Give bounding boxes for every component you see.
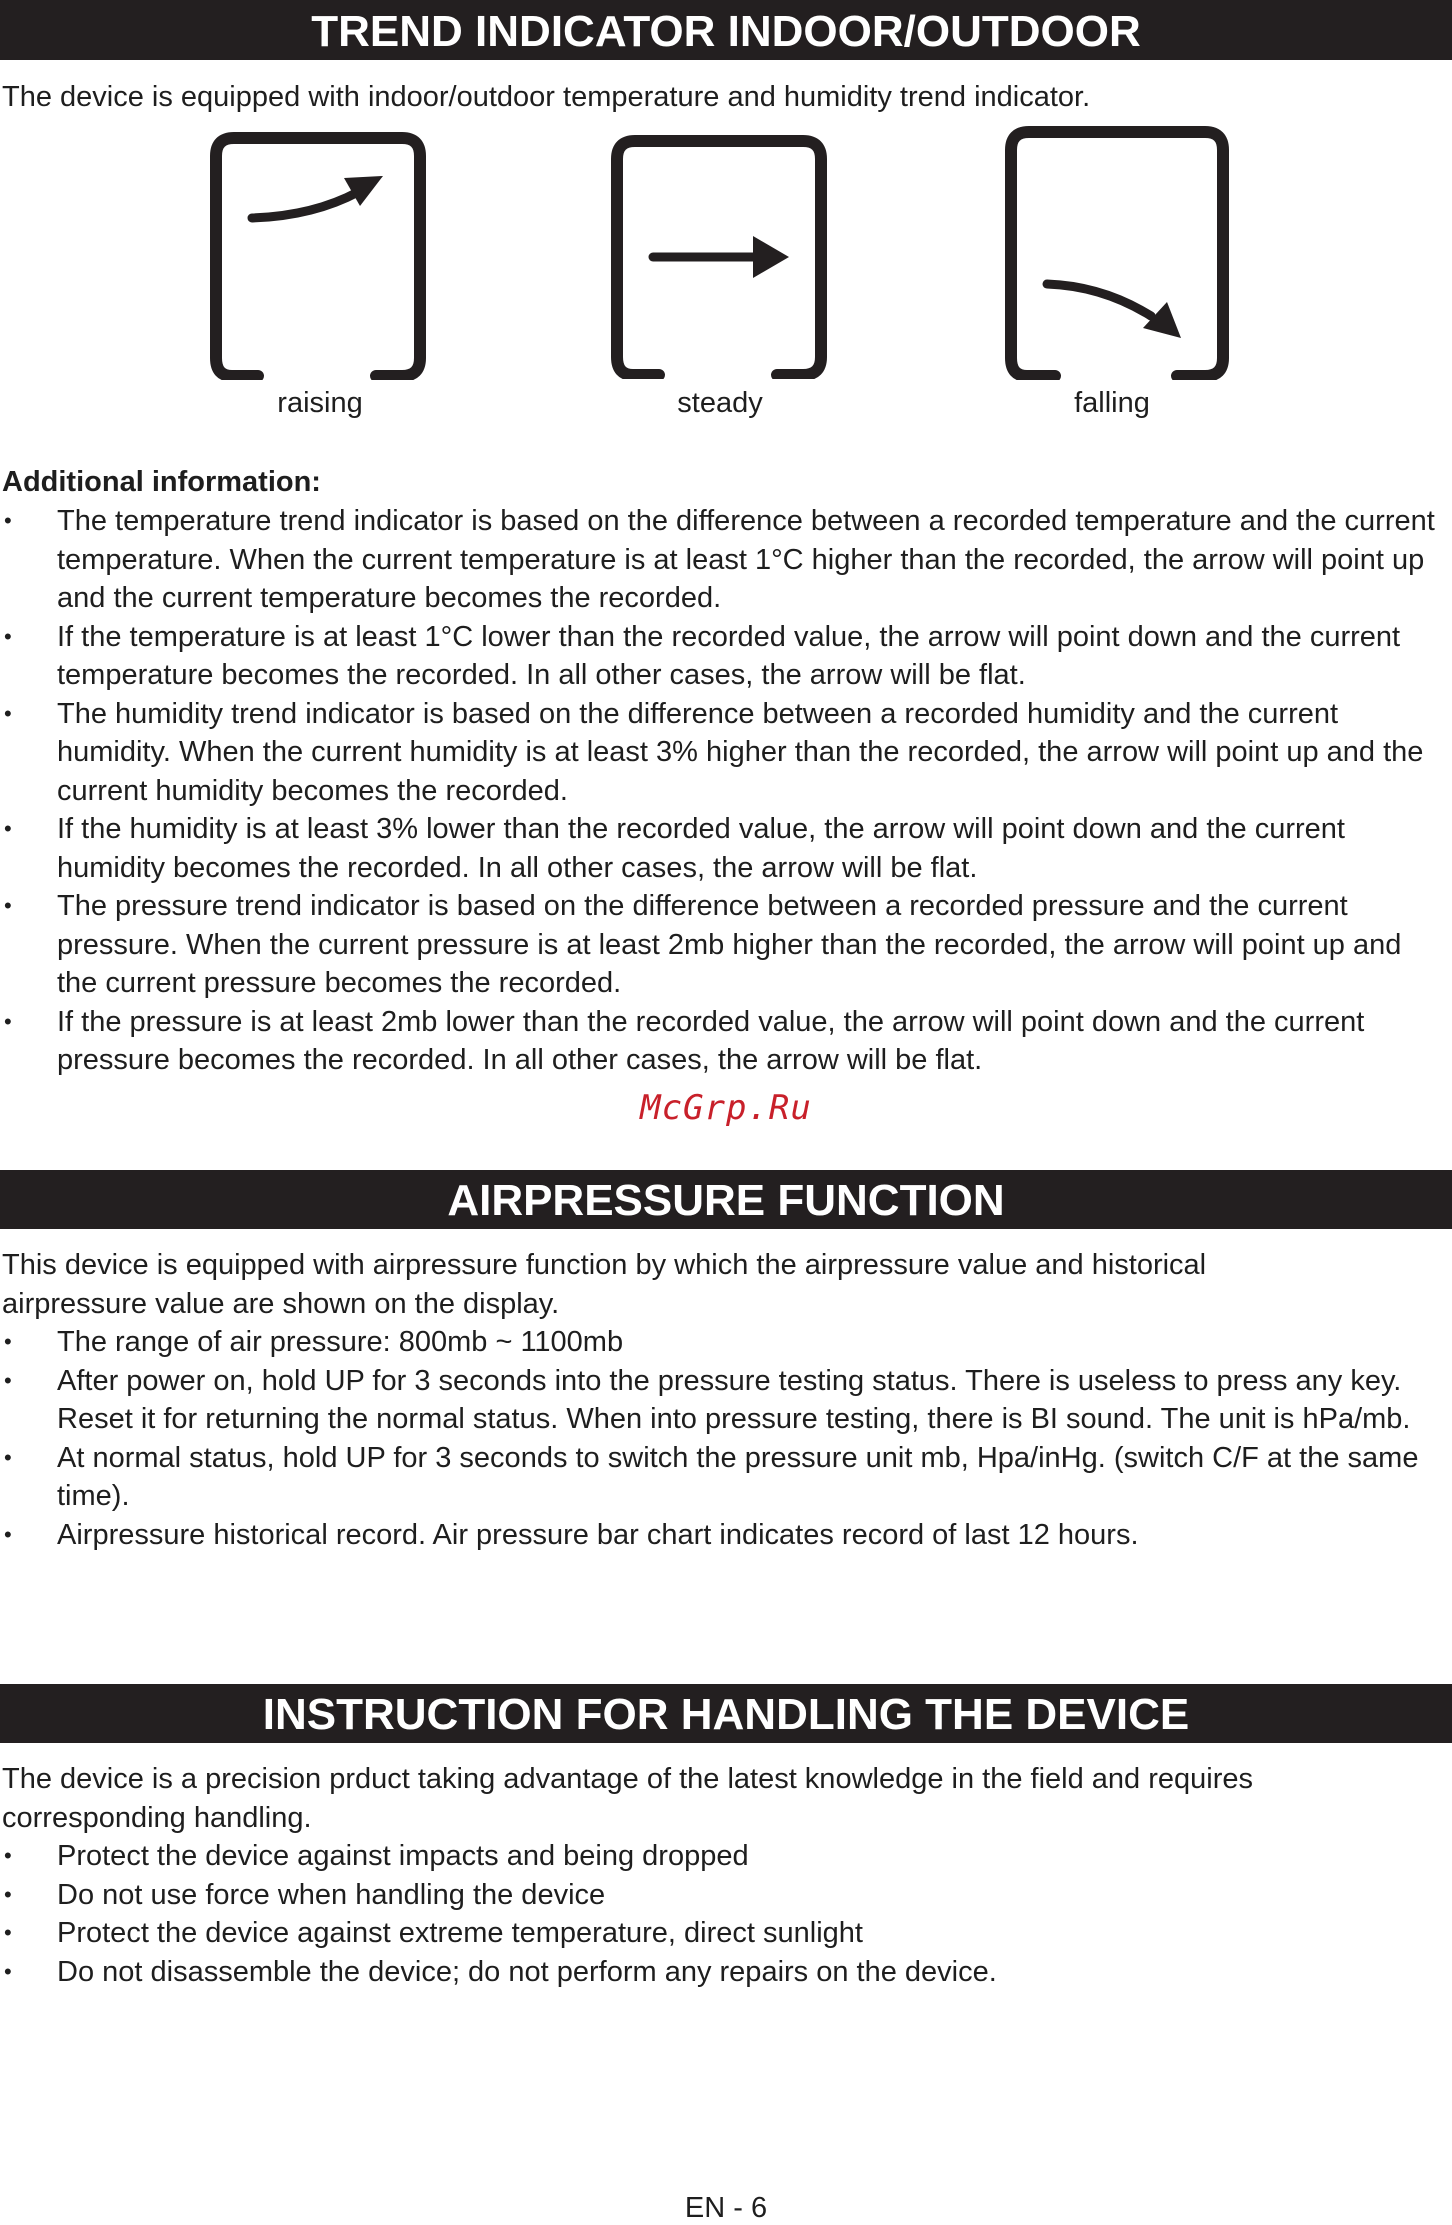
icon-label-raising: raising xyxy=(277,387,363,419)
arrow-up-icon xyxy=(208,130,428,380)
arrow-right-icon xyxy=(609,133,829,379)
list-item: • The humidity trend indicator is based on the difference between a recorded humidity and the current humidity. When the current humidity is at least 3% higher than the recorded, the arrow will point up and the current humidity becomes the recorded. xyxy=(0,695,1440,811)
airpressure-bullet-list xyxy=(0,1323,1440,1554)
handling-bullet-list xyxy=(0,1837,1440,1991)
list-item: • Do not use force when handling the device xyxy=(0,1876,1440,1915)
additional-info-heading: Additional information: xyxy=(2,466,321,498)
list-item: • If the humidity is at least 3% lower than the recorded value, the arrow will point down and the current humidity becomes the recorded. In all other cases, the arrow will be flat. xyxy=(0,810,1440,887)
section-title-handling: INSTRUCTION FOR HANDLING THE DEVICE xyxy=(0,1684,1452,1743)
list-item: • Protect the device against extreme temperature, direct sunlight xyxy=(0,1914,1440,1953)
list-item: • The pressure trend indicator is based on the difference between a recorded pressure and the current pressure. When the current pressure is at least 2mb higher than the recorded, the arrow will point up and the current pressure becomes the recorded. xyxy=(0,887,1440,1003)
list-item: • If the pressure is at least 2mb lower than the recorded value, the arrow will point down and the current pressure becomes the recorded. In all other cases, the arrow will be flat. xyxy=(0,1003,1440,1080)
list-item: • Do not disassemble the device; do not perform any repairs on the device. xyxy=(0,1953,1440,1992)
handling-intro: The device is a precision prduct taking advantage of the latest knowledge in the field and requires corresponding handling. xyxy=(2,1763,1253,1834)
icon-label-falling: falling xyxy=(1074,387,1150,419)
section-title-trend: TREND INDICATOR INDOOR/OUTDOOR xyxy=(0,0,1452,60)
trend-bullet-list xyxy=(0,502,1440,1080)
section-title-airpressure: AIRPRESSURE FUNCTION xyxy=(0,1170,1452,1229)
list-item: • After power on, hold UP for 3 seconds into the pressure testing status. There is useless to press any key. Reset it for returning the normal status. When into pressure testing, there is BI sound. The unit is hPa/mb. xyxy=(0,1362,1440,1439)
arrow-down-icon xyxy=(1003,124,1231,380)
list-item: • At normal status, hold UP for 3 seconds to switch the pressure unit mb, Hpa/inHg. (switch C/F at the same time). xyxy=(0,1439,1440,1516)
watermark: McGrp.Ru xyxy=(640,1088,812,1128)
list-item: • Protect the device against impacts and being dropped xyxy=(0,1837,1440,1876)
page-number: EN - 6 xyxy=(684,2192,768,2224)
trend-intro: The device is equipped with indoor/outdoor temperature and humidity trend indicator. xyxy=(2,81,1091,113)
list-item: • The range of air pressure: 800mb ~ 1100mb xyxy=(0,1323,1440,1362)
list-item: • If the temperature is at least 1°C lower than the recorded value, the arrow will point down and the current temperature becomes the recorded. In all other cases, the arrow will be flat. xyxy=(0,618,1440,695)
list-item: • The temperature trend indicator is based on the difference between a recorded temperature and the current temperature. When the current temperature is at least 1°C higher than the recorded, the arrow will point up and the current temperature becomes the recorded. xyxy=(0,502,1440,618)
icon-label-steady: steady xyxy=(677,387,763,419)
list-item: • Airpressure historical record. Air pressure bar chart indicates record of last 12 hours. xyxy=(0,1516,1440,1555)
airpressure-intro: This device is equipped with airpressure function by which the airpressure value and historical airpressure value are shown on the display. xyxy=(2,1249,1207,1320)
